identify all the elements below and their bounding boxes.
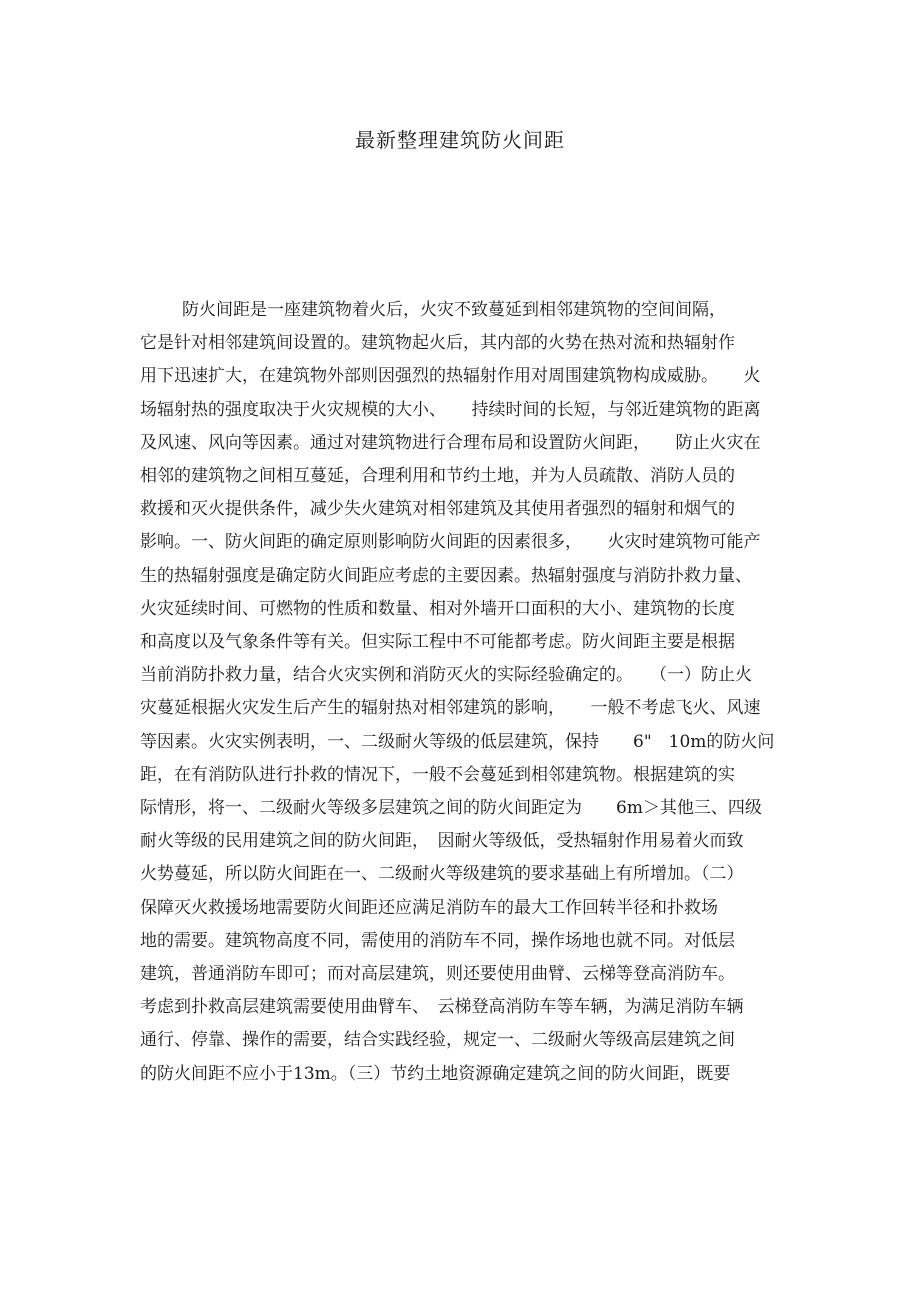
paragraph-line: 影响。一、防火间距的确定原则影响防火间距的因素很多， 火灾时建筑物可能产 bbox=[140, 532, 761, 552]
paragraph-line: 火势蔓延，所以防火间距在一、二级耐火等级建筑的要求基础上有所增加。（二） bbox=[140, 864, 744, 884]
paragraph-line: 保障灭火救援场地需要防火间距还应满足消防车的最大工作回转半径和扑救场 bbox=[140, 898, 718, 918]
paragraph-line: 它是针对相邻建筑间设置的。建筑物起火后，其内部的火势在热对流和热辐射作 bbox=[140, 333, 735, 353]
paragraph-line: 场辐射热的强度取决于火灾规模的大小、 持续时间的长短，与邻近建筑物的距离 bbox=[140, 400, 761, 420]
paragraph-line: 火灾延续时间、可燃物的性质和数量、相对外墙开口面积的大小、建筑物的长度 bbox=[140, 599, 735, 619]
page-title: 最新整理建筑防火间距 bbox=[355, 128, 565, 152]
paragraph-line: 际情形，将一、二级耐火等级多层建筑之间的防火间距定为 6m＞其他三、四级 bbox=[140, 798, 762, 818]
paragraph-line: 灾蔓延根据火灾发生后产生的辐射热对相邻建筑的影响， 一般不考虑飞火、风速 bbox=[140, 698, 761, 718]
paragraph-line: 耐火等级的民用建筑之间的防火间距， 因耐火等级低，受热辐射作用易着火而致 bbox=[140, 831, 744, 851]
paragraph-line: 通行、停靠、操作的需要，结合实践经验，规定一、二级耐火等级高层建筑之间 bbox=[140, 1030, 735, 1050]
paragraph-line: 和高度以及气象条件等有关。但实际工程中不可能都考虑。防火间距主要是根据 bbox=[140, 632, 735, 652]
paragraph-line: 的防火间距不应小于13m。（三）节约土地资源确定建筑之间的防火间距，既要 bbox=[140, 1064, 731, 1084]
paragraph-line: 及风速、风向等因素。通过对建筑物进行合理布局和设置防火间距， 防止火灾在 bbox=[140, 433, 761, 453]
paragraph-line: 救援和灭火提供条件，减少失火建筑对相邻建筑及其使用者强烈的辐射和烟气的 bbox=[140, 499, 735, 519]
paragraph-line: 考虑到扑救高层建筑需要使用曲臂车、 云梯登高消防车等车辆，为满足消防车辆 bbox=[140, 997, 744, 1017]
paragraph-line: 相邻的建筑物之间相互蔓延，合理利用和节约土地，并为人员疏散、消防人员的 bbox=[140, 466, 735, 486]
paragraph-line: 当前消防扑救力量，结合火灾实例和消防灭火的实际经验确定的。 （一）防止火 bbox=[140, 665, 752, 685]
paragraph-line: 建筑，普通消防车即可；而对高层建筑，则还要使用曲臂、云梯等登高消防车。 bbox=[140, 964, 735, 984]
paragraph-line: 用下迅速扩大，在建筑物外部则因强烈的热辐射作用对周围建筑物构成威胁。 火 bbox=[140, 366, 761, 386]
paragraph-line: 地的需要。建筑物高度不同，需使用的消防车不同，操作场地也就不同。对低层 bbox=[140, 931, 735, 951]
paragraph-line: 生的热辐射强度是确定防火间距应考虑的主要因素。热辐射强度与消防扑救力量、 bbox=[140, 566, 752, 586]
paragraph-line: 距，在有消防队进行扑救的情况下，一般不会蔓延到相邻建筑物。根据建筑的实 bbox=[140, 765, 735, 785]
paragraph-line: 等因素。火灾实例表明，一、二级耐火等级的低层建筑，保持 6" 10m的防火问 bbox=[140, 732, 775, 752]
paragraph-line: 防火间距是一座建筑物着火后，火灾不致蔓延到相邻建筑物的空间间隔， bbox=[182, 300, 726, 320]
